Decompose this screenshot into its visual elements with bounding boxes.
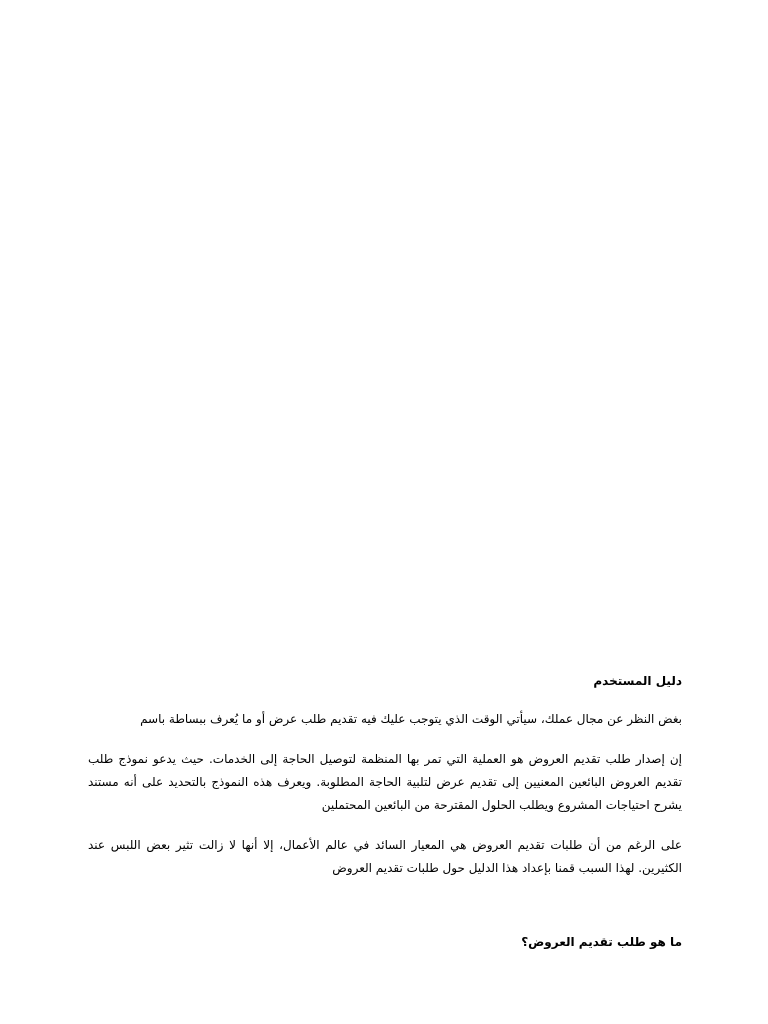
paragraph-context: على الرغم من أن طلبات تقديم العروض هي المعيار السائد في عالم الأعمال، إلا أنها لا زالت تثير بعض اللبس عند الكثيرين. لهذا السبب قمنا بإعداد هذا الدليل حول طلبات تقديم العروض — [88, 838, 682, 875]
paragraph-intro: بغض النظر عن مجال عملك، سيأتي الوقت الذي يتوجب عليك فيه تقديم طلب عرض أو ما يُعرف ببساطة باسم — [140, 712, 682, 726]
paragraph-definition: إن إصدار طلب تقديم العروض هو العملية التي تمر بها المنظمة لتوصيل الحاجة إلى الخدمات. حيث يدعو نموذج طلب تقديم العروض البائعين المعنيين إلى تقديم عرض لتلبية الحاجة المطلوبة. ويعرف هذه النموذج بالتحديد على أنه مستند يشرح احتياجات المشروع ويطلب الحلول المقترحة من البائعين المحتملين — [88, 752, 682, 812]
document-title: دليل المستخدم — [593, 674, 682, 688]
section-heading: ما هو طلب تقديم العروض؟ — [521, 935, 682, 949]
document-content — [88, 672, 682, 969]
section-spacer — [88, 897, 682, 933]
